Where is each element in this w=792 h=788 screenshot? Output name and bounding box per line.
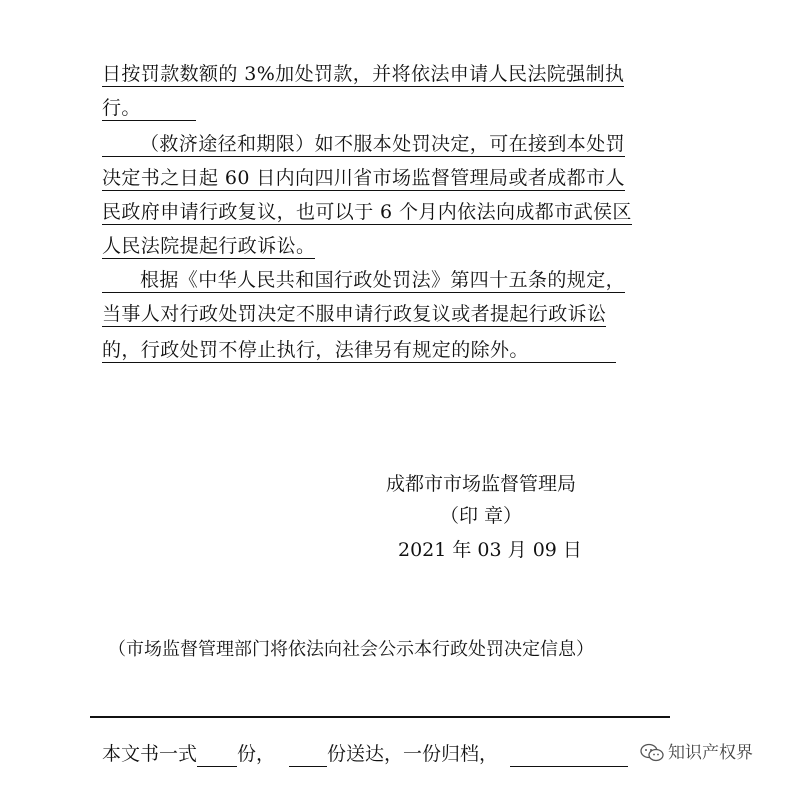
body-line-1: 日按罚款数额的 3%加处罚款，并将依法申请人民法院强制执	[102, 63, 625, 85]
blank-served-count	[289, 744, 327, 767]
divider	[90, 716, 670, 718]
body-line-7: 根据《中华人民共和国行政处罚法》第四十五条的规定，	[102, 268, 625, 293]
body-line-8: 当事人对行政处罚决定不服申请行政复议或者提起行政诉讼	[102, 303, 607, 325]
wechat-icon	[640, 743, 664, 763]
footer-part-3: 份送达，一份归档，	[327, 743, 499, 765]
body-line-2: 行。	[102, 96, 196, 121]
watermark-label: 知识产权界	[668, 743, 753, 763]
footer-copies	[102, 741, 628, 767]
signature-date: 2021 年 03 月 09 日	[398, 539, 582, 561]
blank-copies-count	[197, 744, 237, 767]
body-line-5: 民政府申请行政复议，也可以于 6 个月内依法向成都市武侯区	[102, 201, 632, 223]
body-line-6: 人民法院提起行政诉讼。	[102, 235, 316, 257]
blank-other	[510, 744, 628, 767]
signature-authority: 成都市市场监督管理局	[386, 473, 577, 495]
body-line-3: （救济途径和期限）如不服本处罚决定，可在接到本处罚	[102, 132, 625, 157]
footer-part-2: 份，	[237, 743, 276, 765]
footer-part-1: 本文书一式	[102, 743, 198, 765]
signature-seal: （印 章）	[440, 505, 523, 527]
watermark	[640, 740, 753, 766]
public-notice: （市场监督管理部门将依法向社会公示本行政处罚决定信息）	[108, 639, 594, 660]
body-line-4: 决定书之日起 60 日内向四川省市场监督管理局或者成都市人	[102, 167, 625, 189]
body-line-9: 的，行政处罚不停止执行，法律另有规定的除外。	[102, 338, 616, 363]
